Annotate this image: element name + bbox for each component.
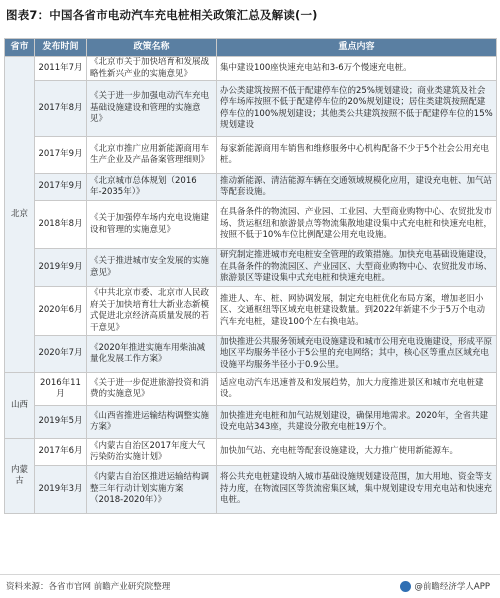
policy-name-cell: 《中共北京市委、北京市人民政府关于加快培育壮大新业态新模式促进北京经济高质量发展的若干意见》	[87, 287, 217, 336]
policy-name-cell: 《北京城市总体规划（2016年-2035年）》	[87, 174, 217, 201]
policy-name-cell: 《关于进一步加强电动汽车充电基础设施建设和管理的实施意见》	[87, 81, 217, 137]
table-row	[5, 466, 497, 514]
policy-name-cell: 《山西省推进运输结构调整实施方案》	[87, 406, 217, 439]
content-cell: 加快推进充电桩和加气站规划建设，确保用地需求。2020年，全省共建设充电站343座，共建设分散充电桩19万个。	[217, 406, 497, 439]
policy-name-cell: 《内蒙古自治区2017年度大气污染防治实施计划》	[87, 439, 217, 466]
date-cell: 2019年3月	[35, 466, 87, 514]
table-row	[5, 249, 497, 287]
footer	[0, 574, 500, 598]
table-row	[5, 439, 497, 466]
page-title: 图表7：中国各省市电动汽车充电桩相关政策汇总及解读(一)	[6, 8, 318, 22]
content-cell: 将公共充电桩建设纳入城市基础设施规划建设范围，加大用地、资金等支持力度，在物流园区等货流密集区域，集中规划建设专用充电站和快速充电桩。	[217, 466, 497, 514]
policy-name-cell: 《北京市推广应用新能源商用车生产企业及产品备案管理细则》	[87, 137, 217, 174]
source-note: 资料来源：各省市官网 前瞻产业研究院整理	[6, 582, 171, 592]
table-header-row	[5, 39, 497, 57]
table-row	[5, 81, 497, 137]
table-row	[5, 137, 497, 174]
date-cell: 2017年9月	[35, 174, 87, 201]
date-cell: 2019年5月	[35, 406, 87, 439]
content-cell: 研究制定推进城市充电桩安全管理的政策措施。加快充电基础设施建设，在具备条件的物流园区、产业园区、大型商业购物中心、农贸批发市场、旅游景区等建设集中式充电桩和快速充电桩。	[217, 249, 497, 287]
header-key-content: 重点内容	[217, 39, 497, 57]
date-cell: 2018年8月	[35, 201, 87, 249]
content-cell: 加快加气站、充电桩等配套设施建设，大力推广使用新能源车。	[217, 439, 497, 466]
content-cell: 推动新能源、清洁能源车辆在交通领域规模化应用，建设充电桩、加气站等配套设施。	[217, 174, 497, 201]
table-row	[5, 336, 497, 373]
content-cell: 在具备条件的物流园、产业园、工业园、大型商业购物中心、农贸批发市场、货运枢纽和旅游景点等物流集散地建设集中式充电桩和快速充电桩，按照不低于10%车位比例配建公用充电设施。	[217, 201, 497, 249]
content-cell: 适应电动汽车迅速普及和发展趋势，加大力度推进景区和城市充电桩建设。	[217, 373, 497, 406]
policy-name-cell: 《关于加强停车场内充电设施建设和管理的实施意见》	[87, 201, 217, 249]
content-cell: 集中建设100座快速充电站和3-6万个慢速充电桩。	[217, 57, 497, 81]
brand-label: @前瞻经济学人APP	[414, 582, 490, 592]
brand	[400, 580, 490, 592]
date-cell: 2016年11月	[35, 373, 87, 406]
date-cell: 2019年9月	[35, 249, 87, 287]
header-date: 发布时间	[35, 39, 87, 57]
policy-name-cell: 《2020年推进实施车用柴油减量化发展工作方案》	[87, 336, 217, 373]
province-cell: 内蒙古	[5, 439, 35, 514]
table-row	[5, 201, 497, 249]
content-cell: 推进人、车、桩、网协调发展，制定充电桩优化布局方案，增加老旧小区、交通枢纽等区域充电桩建设数量。到2022年新建不少于5万个电动汽车充电桩，建设100个左右换电站。	[217, 287, 497, 336]
table-row	[5, 287, 497, 336]
table-row	[5, 406, 497, 439]
table-row	[5, 373, 497, 406]
policy-name-cell: 《内蒙古自治区推进运输结构调整三年行动计划实施方案（2018-2020年）》	[87, 466, 217, 514]
header-province: 省市	[5, 39, 35, 57]
content-cell: 每家新能源商用车销售和维修服务中心机构配备不少于5个社会公用充电桩。	[217, 137, 497, 174]
date-cell: 2017年9月	[35, 137, 87, 174]
policy-name-cell: 《关于进一步促进旅游投资和消费的实施意见》	[87, 373, 217, 406]
date-cell: 2017年8月	[35, 81, 87, 137]
date-cell: 2020年6月	[35, 287, 87, 336]
header-policy-name: 政策名称	[87, 39, 217, 57]
date-cell: 2011年7月	[35, 57, 87, 81]
policy-name-cell: 《关于推进城市安全发展的实施意见》	[87, 249, 217, 287]
date-cell: 2017年6月	[35, 439, 87, 466]
policy-table	[4, 38, 497, 514]
province-cell: 山西	[5, 373, 35, 439]
date-cell: 2020年7月	[35, 336, 87, 373]
table-row	[5, 174, 497, 201]
brand-logo-icon	[400, 581, 411, 592]
table-row	[5, 57, 497, 81]
content-cell: 办公类建筑按照不低于配建停车位的25%规划建设；商业类建筑及社会停车场库按照不低于配建停车位的20%规划建设；居住类建筑按照配建停车位的100%规划建设；其他类公共建筑按照不低于配建停车位的15%规划建设	[217, 81, 497, 137]
content-cell: 加快推进公共服务领域充电设施建设和城市公用充电设施建设，形成平原地区平均服务半径小于5公里的充电网络；其中，核心区等重点区域充电设施平均服务半径小于0.9公里。	[217, 336, 497, 373]
province-cell: 北京	[5, 57, 35, 373]
policy-name-cell: 《北京市关于加快培育和发展战略性新兴产业的实施意见》	[87, 57, 217, 81]
